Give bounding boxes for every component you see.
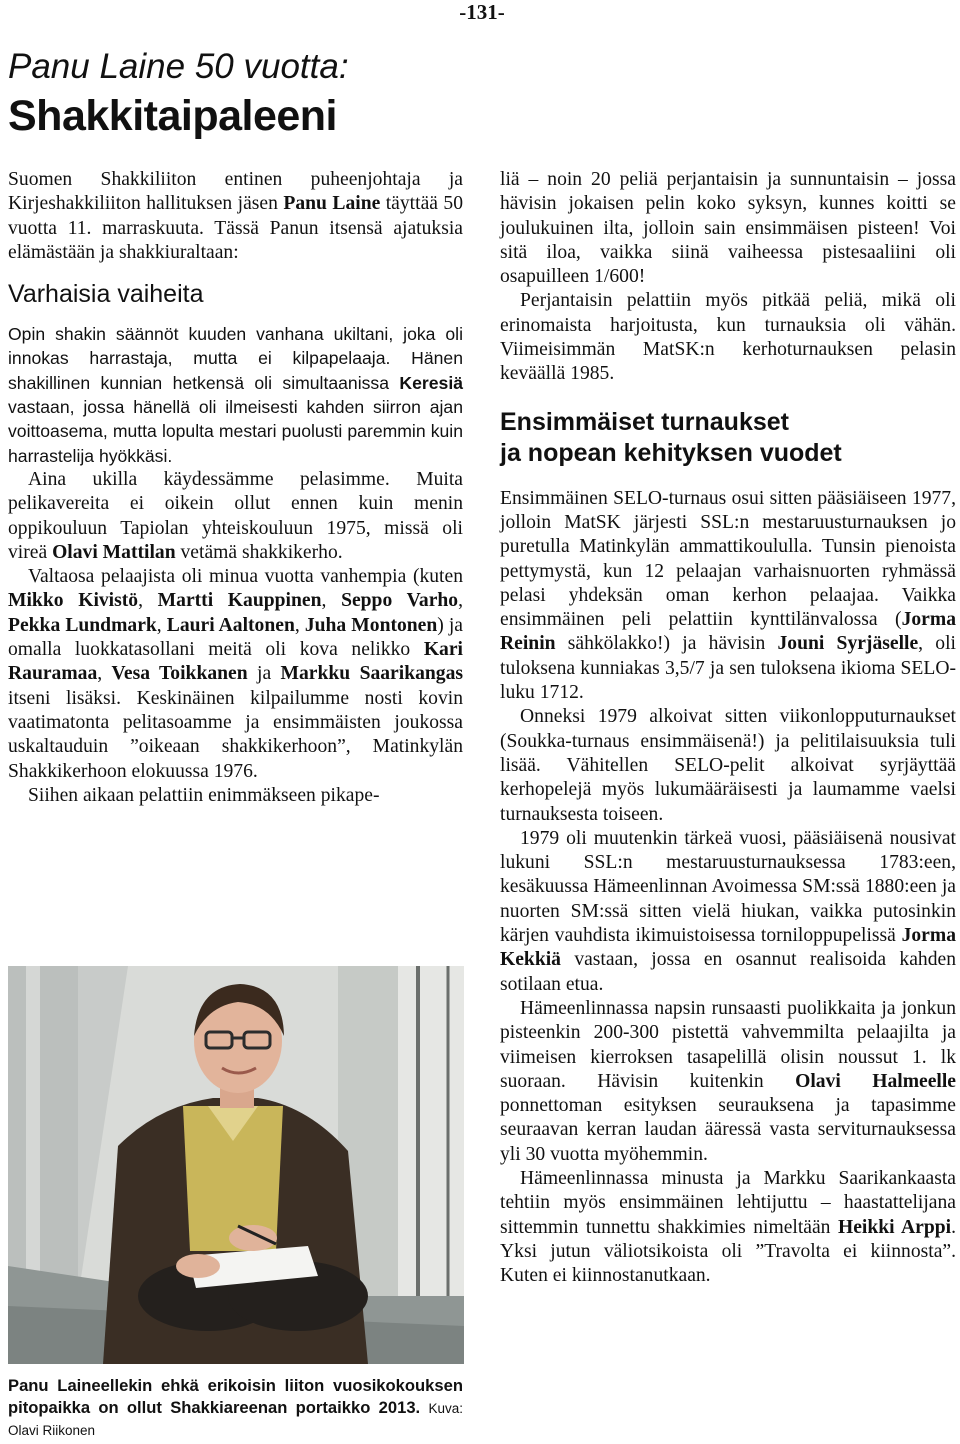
paragraph-text: itseni lisäksi. Keskinäinen kilpailumme nosti kovin vaatimatonta pelitasoamme ja ensimmäisten joukossa uskaltauduin ”oikeaan shakkikerhoon”, Matinkylän Shakkikerhoon elokuussa 1976. <box>8 687 463 782</box>
person-name: Panu Laine <box>283 193 381 215</box>
paragraph: Perjantaisin pelattiin myös pitkää peliä, mikä oli erinomaista harjoitusta, kun turnauksia oli vähän. Viimeisimmän MatSK:n kerhoturnauksen pelasin keväällä 1985. <box>500 290 956 385</box>
person-name: Markku Saarikangas <box>280 663 464 685</box>
person-name: Keresiä <box>399 372 463 393</box>
paragraph-text: ) ja omalla luokkatasollani meitä oli kova nelikko <box>8 614 464 661</box>
person-name: Jouni Syrjäselle <box>777 633 919 655</box>
paragraph-text: , <box>294 614 305 636</box>
paragraph-text: , <box>458 590 464 612</box>
paragraph <box>8 468 463 565</box>
right-column <box>500 168 956 1288</box>
paragraph: Siihen aikaan pelattiin enimmäkseen pikape- <box>28 784 380 806</box>
paragraph-text: ponnettoman esityksen seurauksena ja tapasimme seuraavan kerran laudan ääressä vasta serviturnauksessa yli 30 vuotta myöhemmin. <box>500 1095 956 1165</box>
paragraph <box>8 565 463 784</box>
heading-line: Ensimmäiset turnaukset <box>500 407 789 436</box>
paragraph <box>500 997 956 1167</box>
paragraph-text: Valtaosa pelaajista oli minua vuotta vanhempia (kuten <box>28 566 463 588</box>
article-kicker: Panu Laine 50 vuotta: <box>8 47 349 86</box>
person-name: Pekka Lundmark <box>8 614 157 636</box>
paragraph-text: , <box>138 590 158 612</box>
paragraph-text: Ensimmäinen SELO-turnaus osui sitten pääsiäiseen 1977, jolloin MatSK järjesti SSL:n mestaruusturnauksen jo puretulla Matinkylän ammattikoululla. Tunsin pienoista pettymystä, kun 12 pelaajan varhaisnuorten ryhmässä pelasi yhdeksän oman kerhon pelaajaa. Vaikka ensimmäinen peli pelattiin kynttilänvalossa ( <box>500 487 956 631</box>
intro-text: täyttää 50 vuotta 11. marraskuuta. Tässä Panun itsensä ajatuksia elämästään ja shakkiuraltaan: <box>8 193 463 263</box>
paragraph: liä – noin 20 peliä perjantaisin ja sunnuntaisin – jossa hävisin jokaisen pelin koko syksyn, kunnes koitti se joulukuinen ilta, jolloin sain ensimmäisen pisteen! Voi sitä iloa, vaikka siinä vaiheessa pistesaaliini oli osapuilleen 1/600! <box>500 169 956 288</box>
paragraph <box>500 487 956 706</box>
paragraph-text: 1979 oli muutenkin tärkeä vuosi, pääsiäisenä nousivat lukuni SSL:n mestaruusturnauksessa 1783:een, kesäkuussa Hämeenlinnan Avoimessa SM:ssä 1880:een ja nuorten SM:ssä sitten vielä hiukan, vaikka putosinkin kärjen vauhdista ikimuistoisessa torniloppupelissä <box>500 827 956 947</box>
paragraph-text: vastaan, jossa hänellä oli ilmeisesti kahden siirron ajan voittoasema, mutta lopulta mestari puolusti paremmin kuin harrastelija hyökkäsi. <box>8 397 463 466</box>
paragraph-text: Hänen shakillinen kunnian hetkensä oli simultaanissa <box>8 348 463 393</box>
person-name: Vesa Toikkanen <box>111 663 248 685</box>
portrait-photo <box>8 966 464 1364</box>
section-heading-first-tournaments <box>500 407 956 469</box>
intro-text: Suomen Shakkiliiton entinen puheenjohtaja ja Kirjeshakkiliiton hallituksen jäsen <box>8 169 463 215</box>
paragraph-text: Hämeenlinnassa napsin runsaasti puolikkaita ja jonkun pisteenkin 200-300 pistettä vahvemmilta pelaajilta ja viimeisen kierroksen tasapelillä olisin noussut 1. lk suoraan. Hävisin kuitenkin <box>500 997 956 1092</box>
paragraph-text: , oli tuloksena kunniakas 3,5/7 ja sen tuloksena ikioma SELO-luku 1712. <box>500 633 956 704</box>
paragraph-text: Aina ukilla käydessämme pelasimme. Muita pelikavereita ei oikein ollut ennen kuin menin oppikouluun Tapiolan yhteiskouluun 1975, missä oli vireä <box>8 468 463 563</box>
paragraph <box>500 1167 956 1288</box>
page-number: -131- <box>459 0 505 24</box>
person-name: Olavi Mattilan <box>52 541 176 563</box>
photo-caption <box>8 1375 463 1442</box>
person-name: Seppo Varho <box>341 590 459 612</box>
paragraph-text: sähkölakko!) ja hävisin <box>555 633 778 655</box>
paragraph-text: . Yksi jutun väliotsikoista oli ”Travolta ei kiinnosta”. Kuten ei kiinnostanutkaan. <box>500 1216 956 1287</box>
person-name: Kari Rauramaa <box>8 639 463 685</box>
paragraph: Onneksi 1979 alkoivat sitten viikonlopputurnaukset (Soukka-turnaus ensimmäisenä!) ja pelitilaisuuksia tuli lisää. Vähitellen SELO-pelit alkoivat syrjäyttää kerhopelejä myös lukumääräisesti ja laumamme vaelsi turnauksesta toiseen. <box>500 706 956 825</box>
paragraph-text: , <box>97 663 112 685</box>
caption-text: Panu Laineellekin ehkä erikoisin liiton vuosikokouksen pitopaikka on ollut Shakkiareenan portaikko 2013. <box>8 1376 463 1417</box>
paragraph-text: ja <box>247 663 281 685</box>
paragraph-text: vetämä shakkikerho. <box>175 541 343 563</box>
person-name: Mikko Kivistö <box>8 590 139 612</box>
paragraph-text: , <box>321 590 342 612</box>
heading-line: ja nopean kehityksen vuodet <box>500 438 842 467</box>
person-name: Heikki Arppi <box>837 1216 952 1238</box>
article-headline: Shakkitaipaleeni <box>8 92 337 140</box>
paragraph-text: vastaan, jossa en osannut realisoida kahden sotilaan etua. <box>500 949 956 995</box>
paragraph-text: Opin shakin säännöt kuuden vanhana ukiltani, joka oli innokas harrastaja, mutta ei kilpapelaaja. <box>8 324 463 369</box>
intro-paragraph <box>8 168 463 265</box>
person-name: Martti Kauppinen <box>157 590 322 612</box>
person-name: Juha Montonen <box>304 614 438 636</box>
section-heading-early-stages: Varhaisia vaiheita <box>8 280 204 309</box>
paragraph-text: Hämeenlinnassa minusta ja Markku Saarikankaasta tehtiin myös ensimmäinen lehtijuttu – haastattelijana sittemmin tunnettu shakkimies nimeltään <box>500 1167 956 1238</box>
photo-credit: Kuva: Olavi Riikonen <box>8 1400 463 1438</box>
person-name: Jorma Reinin <box>500 609 956 655</box>
paragraph <box>500 827 956 997</box>
left-column <box>8 168 463 808</box>
person-name: Lauri Aaltonen <box>166 614 295 636</box>
paragraph-text: , <box>156 614 167 636</box>
paragraph <box>8 322 463 468</box>
article-photo <box>8 966 464 1364</box>
section-body <box>8 322 463 808</box>
person-name: Olavi Halmeelle <box>795 1070 957 1092</box>
person-name: Jorma Kekkiä <box>500 925 956 971</box>
